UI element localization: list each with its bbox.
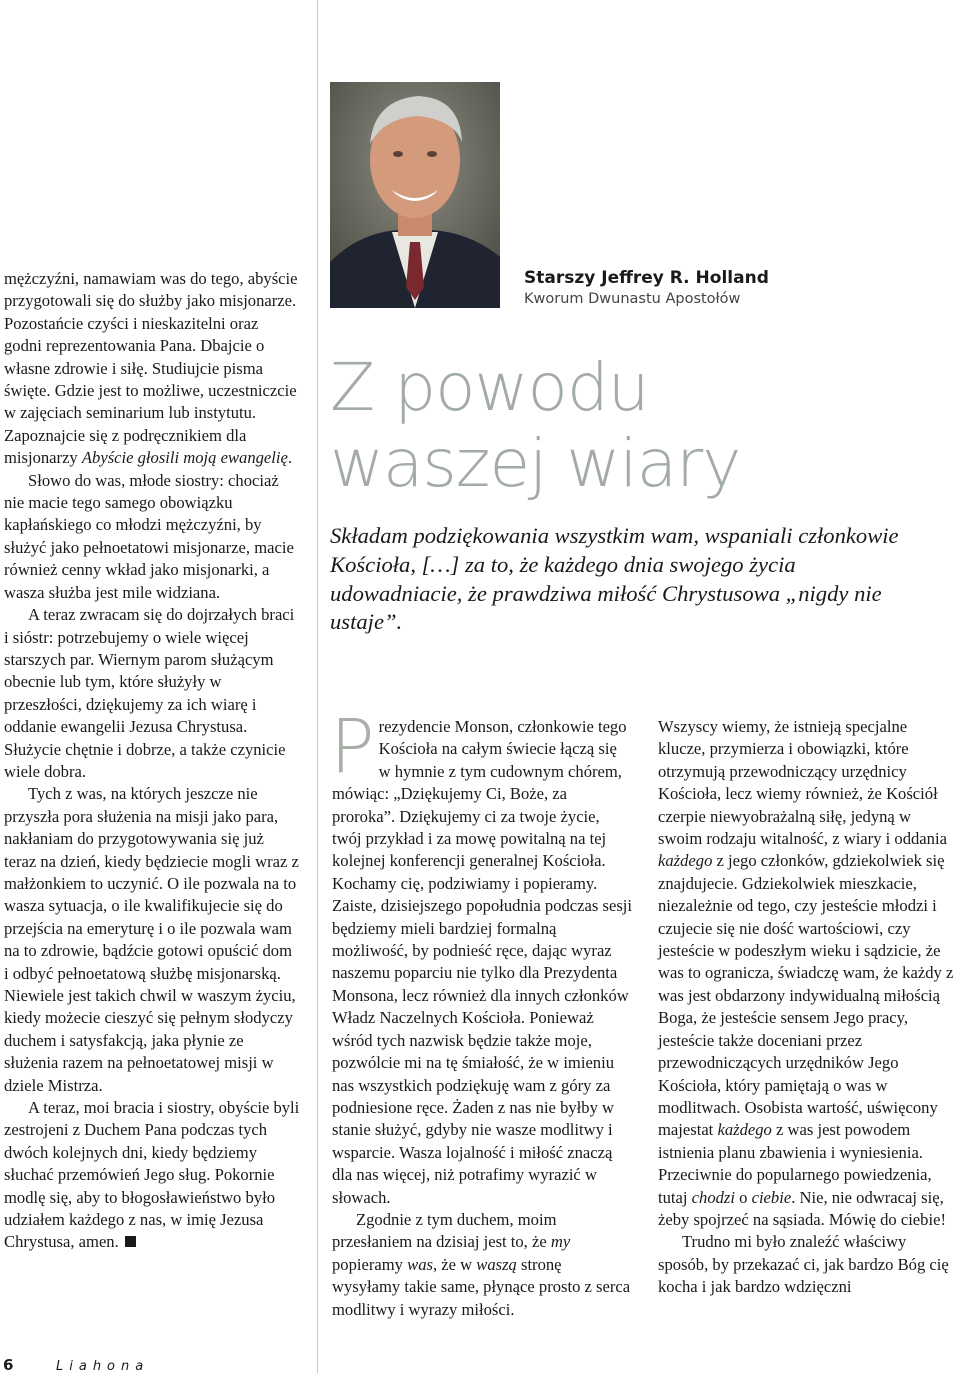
paragraph: Wszyscy wiemy, że istnieją specjalne klucze, przymierza i obowiązki, które otrzymują przewodniczący urzędnicy Kościoła, lecz wiemy również, że Kościół czerpie niewyobrażalną siłę, jedyną w swoim rodzaju witalność, z wiary i oddania każdego z jego członków, gdziekolwiek się znajdujecie. Gdziekolwiek mieszkacie, niezależnie od tego, czy jesteście młodzi i czujecie się nie dość wartościowi, czy jesteście w podeszłym wieku i sądzicie, że was to ogranicza, świadczę wam, że każdy z was jest obdarzony indywidualną miłością Boga, że jesteście sensem Jego pracy, jesteście także doceniani przez przewodniczących urzędników Jego Kościoła, który pamiętają o was w modlitwach. Osobista wartość, uświęcony majestat każdego z was jest powodem istnienia planu zbawienia i wyniesienia. Przeciwnie do popularnego powiedzenia, tutaj chodzi o ciebie. Nie, nie odwracaj się, żeby spojrzeć na sąsiada. Mówię do ciebie! — [658, 717, 954, 1229]
page-number: 6 — [3, 1356, 14, 1374]
left-column — [4, 268, 300, 1254]
article-title — [330, 350, 930, 502]
paragraph: Tych z was, na których jeszcze nie przyszła pora służenia na misji jako para, nakłaniam do przygotowywania się już teraz na dzień, kiedy będziecie mogli wraz z małżonkiem to uczynić. O ile pozwala na to wasza sytuacja, o ile kwalifikujecie się do przejścia na emeryturę i o ile pozwala wam na to zdrowie, bądźcie gotowi opuścić dom i odbyć pełnoetatową służbę misjonarską. Niewiele jest takich chwil w waszym życiu, kiedy możecie cieszyć się pełnym słodyczy duchem i satysfakcją, jaka płynie ze służenia razem na pełnoetatowej misji w dziele Mistrza. — [4, 784, 299, 1095]
paragraph: Prezydencie Monson, członkowie tego Kościoła na całym świecie łączą się w hymnie z tym cudownym chórem, mówiąc: „Dziękujemy Ci, Boże, za proroka”. Dziękujemy ci za twoje życie, twój przykład i za mowę powitalną na tej kolejnej konferencji generalnej Kościoła. Kochamy cię, podziwiamy i popieramy. Zaiste, dzisiejszego popołudnia podczas sesji będziemy mieli bardziej formalną możliwość, by podnieść ręce, dając wyraz naszemu poparciu nie tylko dla Prezydenta Monsona, lecz również dla innych członków Władz Naczelnych Kościoła. Ponieważ wśród tych nazwisk będzie także moje, pozwólcie mi na tę śmiałość, że w imieniu nas wszystkich podziękuję wam z góry za podniesione ręce. Żaden z nas nie byłby w stanie służyć, gdyby nie wasze modlitwy i wsparcie. Wasza lojalność i miłość znaczą dla nas więcej, niż potrafimy wyrazić w słowach. — [330, 704, 632, 1207]
end-of-article-square-icon — [125, 1236, 136, 1247]
middle-column — [330, 704, 632, 1321]
right-column — [658, 716, 958, 1299]
paragraph: Słowo do was, młode siostry: chociaż nie macie tego samego obowiązku kapłańskiego co młodzi mężczyźni, by służyć jako pełnoetatowi misjonarze, macie również cenny wkład jako misjonarki, a wasza służba jest mile widziana. — [4, 470, 294, 602]
portrait-illustration — [330, 82, 500, 308]
paragraph: A teraz, moi bracia i siostry, obyście byli zestrojeni z Duchem Pana podczas tych dwóch kolejnych dni, kiedy będziemy słuchać przemówień Jego sług. Pokornie modlę się, aby to błogosławieństwo było udziałem każdego z nas, w imię Jezusa Chrystusa, amen. — [4, 1098, 300, 1252]
column-divider — [317, 0, 318, 1373]
author-role: Kworum Dwunastu Apostołów — [524, 291, 741, 307]
title-line-2: waszej wiary — [330, 425, 741, 502]
paragraph: Zgodnie z tym duchem, moim przesłaniem na dzisiaj jest to, że my popieramy was, że w waszą stronę wysyłamy takie same, płynące prosto z serca modlitwy i wyrazy miłości. — [332, 1209, 631, 1319]
author-name: Starszy Jeffrey R. Holland — [524, 268, 769, 288]
paragraph: Trudno mi było znaleźć właściwy sposób, by przekazać ci, jak bardzo Bóg cię kocha i jak bardzo wdzięczni — [658, 1232, 949, 1297]
magazine-name: Liahona — [56, 1359, 150, 1374]
intro-quote: Składam podziękowania wszystkim wam, wspaniali członkowie Kościoła, […] za to, że każdego dnia swojego życia udowadniacie, że prawdziwa miłość Chrystusowa „nigdy nie ustaje”. — [330, 523, 899, 635]
paragraph: mężczyźni, namawiam was do tego, abyście przygotowali się do służby jako misjonarze. Pozostańcie czyści i nieskazitelni oraz godni reprezentowania Pana. Dbajcie o własne zdrowie i siłę. Studiujcie pisma święte. Gdzie jest to możliwe, uczestniczcie w zajęciach seminarium lub instytutu. Zapoznajcie się z podręcznikiem dla misjonarzy Abyście głosili moją ewangelię. — [4, 269, 298, 468]
drop-cap: P — [330, 704, 375, 790]
title-line-1: Z powodu — [330, 349, 649, 426]
paragraph: A teraz zwracam się do dojrzałych braci i sióstr: potrzebujemy o wiele więcej starszych par. Wiernym parom służącym obecnie lub tym, które służyły w przeszłości, dziękujemy za ich wiarę i oddanie ewangelii Jezusa Chrystusa. Służycie chętnie i dobrze, a także czynicie wiele dobra. — [4, 605, 295, 781]
book-title: Abyście głosili moją ewangelię — [81, 448, 288, 468]
author-portrait — [330, 82, 500, 308]
